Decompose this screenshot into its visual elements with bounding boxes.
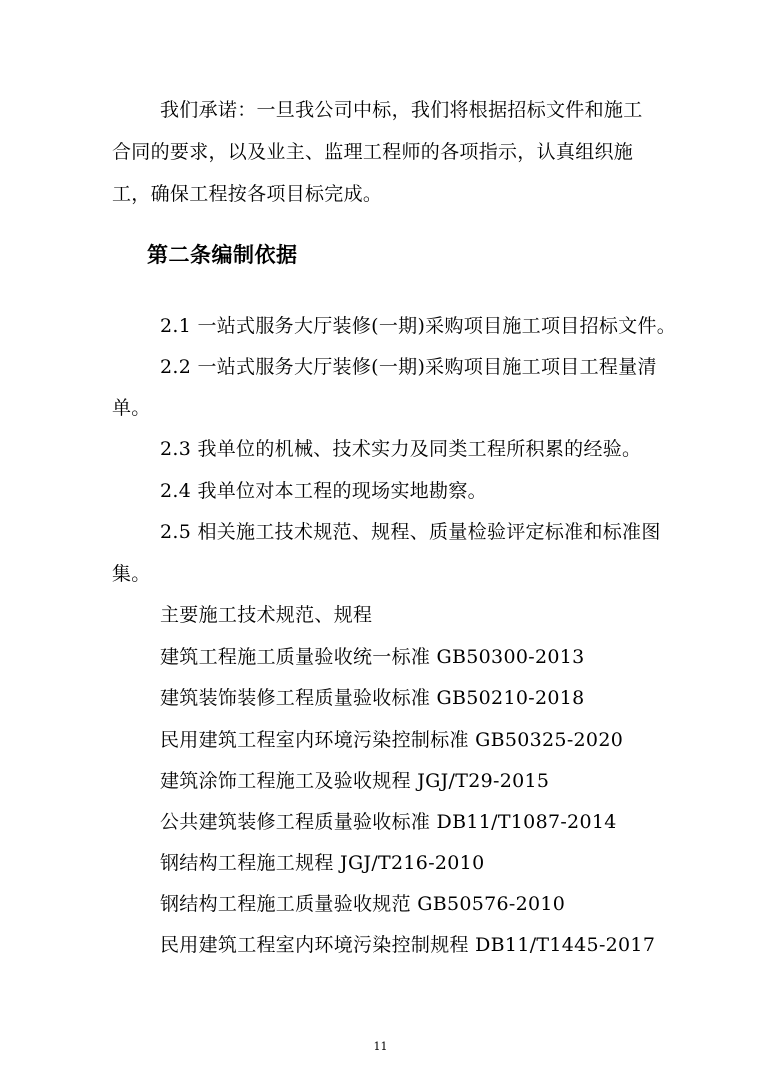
standards-heading: 主要施工技术规范、规程 bbox=[160, 604, 373, 626]
item-2-4: 2.4 我单位对本工程的现场实地勘察。 bbox=[160, 480, 487, 502]
standard-item: 民用建筑工程室内环境污染控制标准 GB50325-2020 bbox=[160, 729, 624, 751]
standard-item: 建筑装饰装修工程质量验收标准 GB50210-2018 bbox=[160, 687, 585, 709]
item-2-2-line-1: 2.2 一站式服务大厅装修(一期)采购项目施工项目工程量清 bbox=[160, 356, 657, 378]
section-title: 第二条编制依据 bbox=[147, 243, 298, 267]
item-2-1: 2.1 一站式服务大厅装修(一期)采购项目施工项目招标文件。 bbox=[160, 315, 677, 337]
item-2-5-line-1: 2.5 相关施工技术规范、规程、质量检验评定标准和标准图 bbox=[160, 521, 661, 543]
intro-paragraph-line-3: 工，确保工程按各项目标完成。 bbox=[112, 183, 383, 205]
item-2-2-line-2: 单。 bbox=[112, 397, 151, 419]
standard-item: 公共建筑装修工程质量验收标准 DB11/T1087-2014 bbox=[160, 811, 617, 833]
standard-item: 建筑涂饰工程施工及验收规程 JGJ/T29-2015 bbox=[160, 770, 550, 792]
intro-paragraph-line-2: 合同的要求，以及业主、监理工程师的各项指示，认真组织施 bbox=[112, 141, 634, 163]
standard-item: 钢结构工程施工质量验收规范 GB50576-2010 bbox=[160, 893, 566, 915]
standard-item: 建筑工程施工质量验收统一标准 GB50300-2013 bbox=[160, 646, 585, 668]
item-2-3: 2.3 我单位的机械、技术实力及同类工程所积累的经验。 bbox=[160, 438, 642, 460]
page-number: 11 bbox=[373, 1040, 388, 1053]
item-2-5-line-2: 集。 bbox=[112, 563, 151, 585]
intro-paragraph-line-1: 我们承诺：一旦我公司中标，我们将根据招标文件和施工 bbox=[160, 99, 643, 121]
standard-item: 钢结构工程施工规程 JGJ/T216-2010 bbox=[160, 852, 485, 874]
standard-item: 民用建筑工程室内环境污染控制规程 DB11/T1445-2017 bbox=[160, 934, 656, 956]
